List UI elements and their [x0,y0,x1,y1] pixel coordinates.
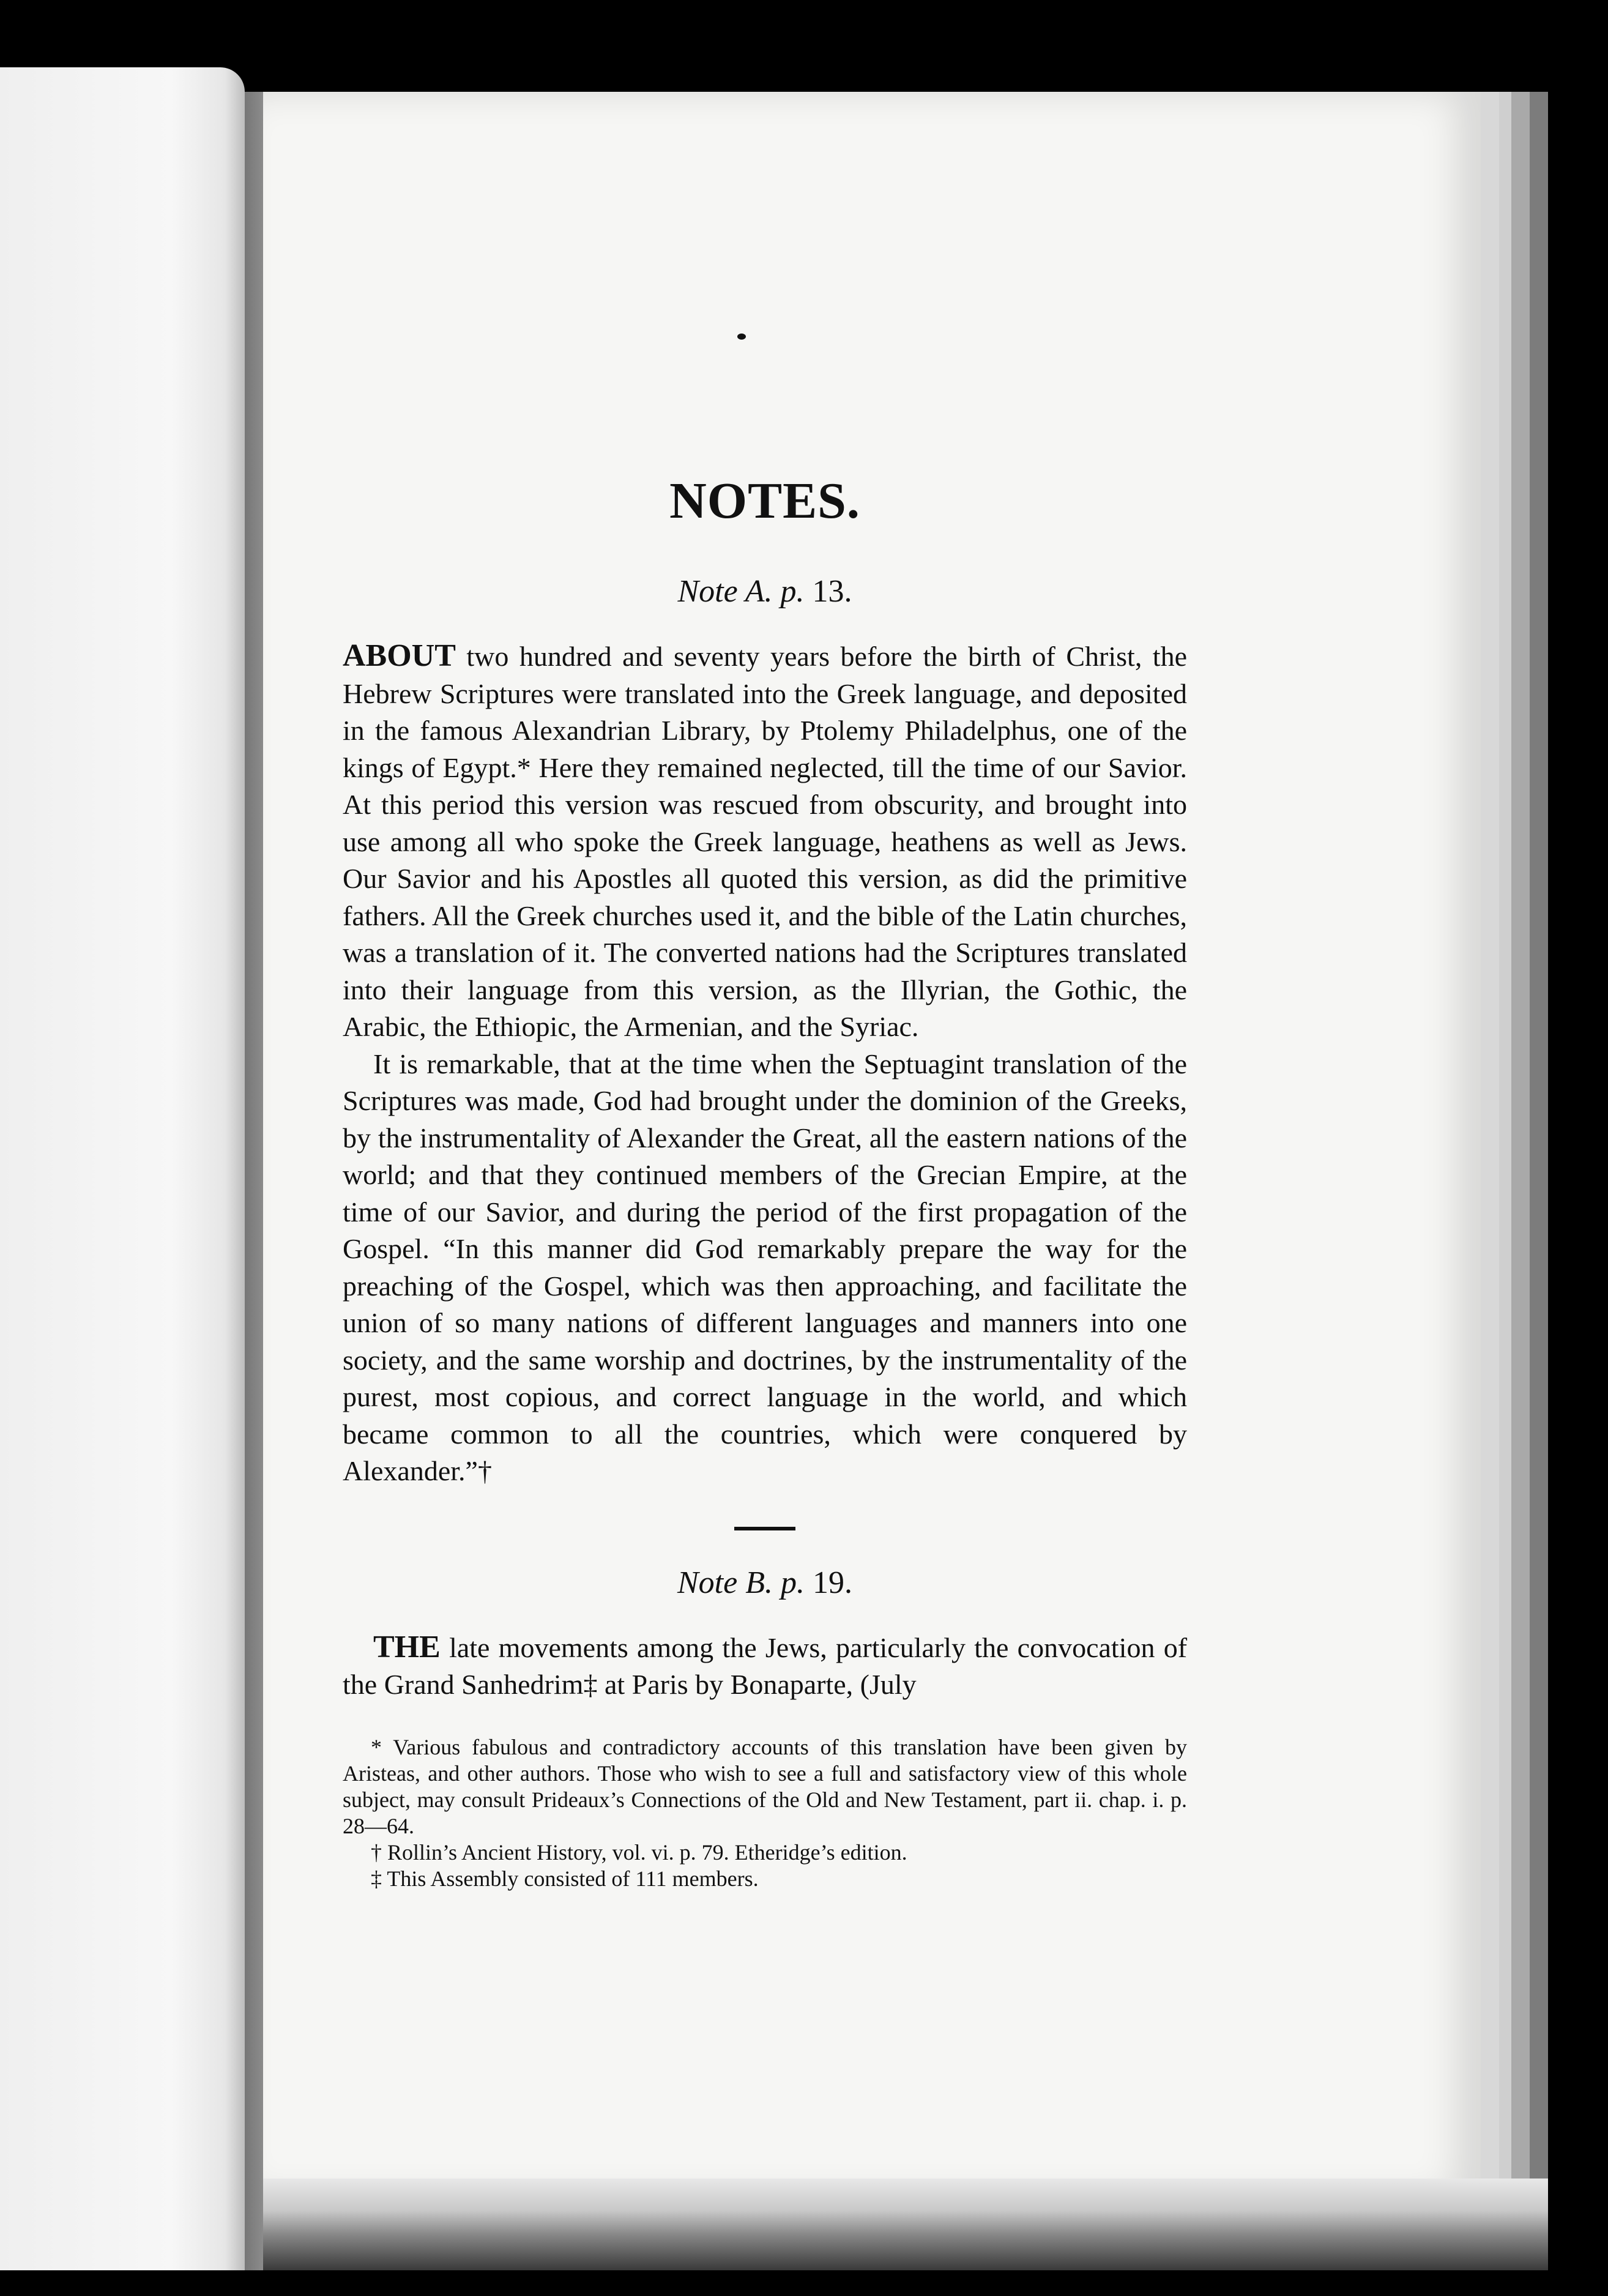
note-b-heading [343,1565,1187,1601]
note-b-lead-word: THE [373,1629,441,1664]
page-content [343,306,1187,1892]
note-a-paragraph-1-text: two hundred and seventy years before the birth of Christ, the Hebrew Scriptures were translated into the Greek language, and deposited in the famous Alexandrian Library, by Ptolemy Philadelphus, one of the kings of Egypt.* Here they remained neglected, till the time of our Savior. At this period this version was rescued from obscurity, and brought into use among all who spoke the Greek language, heathens as well as Jews. Our Savior and his Apostles all quoted this version, as did the primitive fathers. All the Greek churches used it, and the bible of the Latin churches, was a translation of it. The converted nations had the Scriptures translated into their language from this version, as the Illyrian, the Gothic, the Arabic, the Ethiopic, the Armenian, and the Syriac. [343,641,1187,1042]
note-b-paragraph-1 [343,1629,1187,1704]
facing-page [0,67,245,2270]
note-a-paragraph-1 [343,638,1187,1046]
footnotes [343,1734,1187,1892]
footnote-2: † Rollin’s Ancient History, vol. vi. p. 79. Etheridge’s edition. [371,1839,907,1865]
note-a-paragraph-2: It is remarkable, that at the time when the Septuagint translation of the Scriptures was made, God had brought under the dominion of the Greeks, by the instrumentality of Alexander the Great, all the eastern nations of the world; and that they continued members of the Grecian Empire, at the time of our Savior, and during the period of the first propagation of the Gospel. “In this manner did God remarkably prepare the way for the preaching of the Gospel, which was then approaching, and facilitate the union of so many nations of different languages and manners into one society, and the same worship and doctrines, by the instrumentality of the purest, most copious, and correct language in the world, and which became common to all the countries, which were conquered by Alexander.”† [343,1048,1187,1486]
page-title: NOTES. [669,472,860,529]
footnote-1: * Various fabulous and contradictory accounts of this translation have been given by Aristeas, and other authors. Those who wish to see a full and satisfactory view of this whole subject, may consult Prideaux’s Connections of the Old and New Testament, part ii. chap. i. p. 28—64. [343,1734,1187,1838]
note-a-heading [343,573,1187,609]
page-edge [263,2179,1548,2270]
section-divider [734,1527,795,1530]
note-b-label: Note B. p. [677,1565,805,1600]
note-a-page: 13. [812,574,852,609]
note-a-lead-word: ABOUT [343,638,456,673]
note-b-paragraph-1-text: late movements among the Jews, particularly the convocation of the Grand Sanhedrim‡ at Paris by Bonaparte, (July [343,1631,1188,1700]
note-b-page: 19. [812,1565,852,1600]
note-a-label: Note A. p. [677,574,805,609]
footnote-3: ‡ This Assembly consisted of 111 members. [371,1866,759,1891]
